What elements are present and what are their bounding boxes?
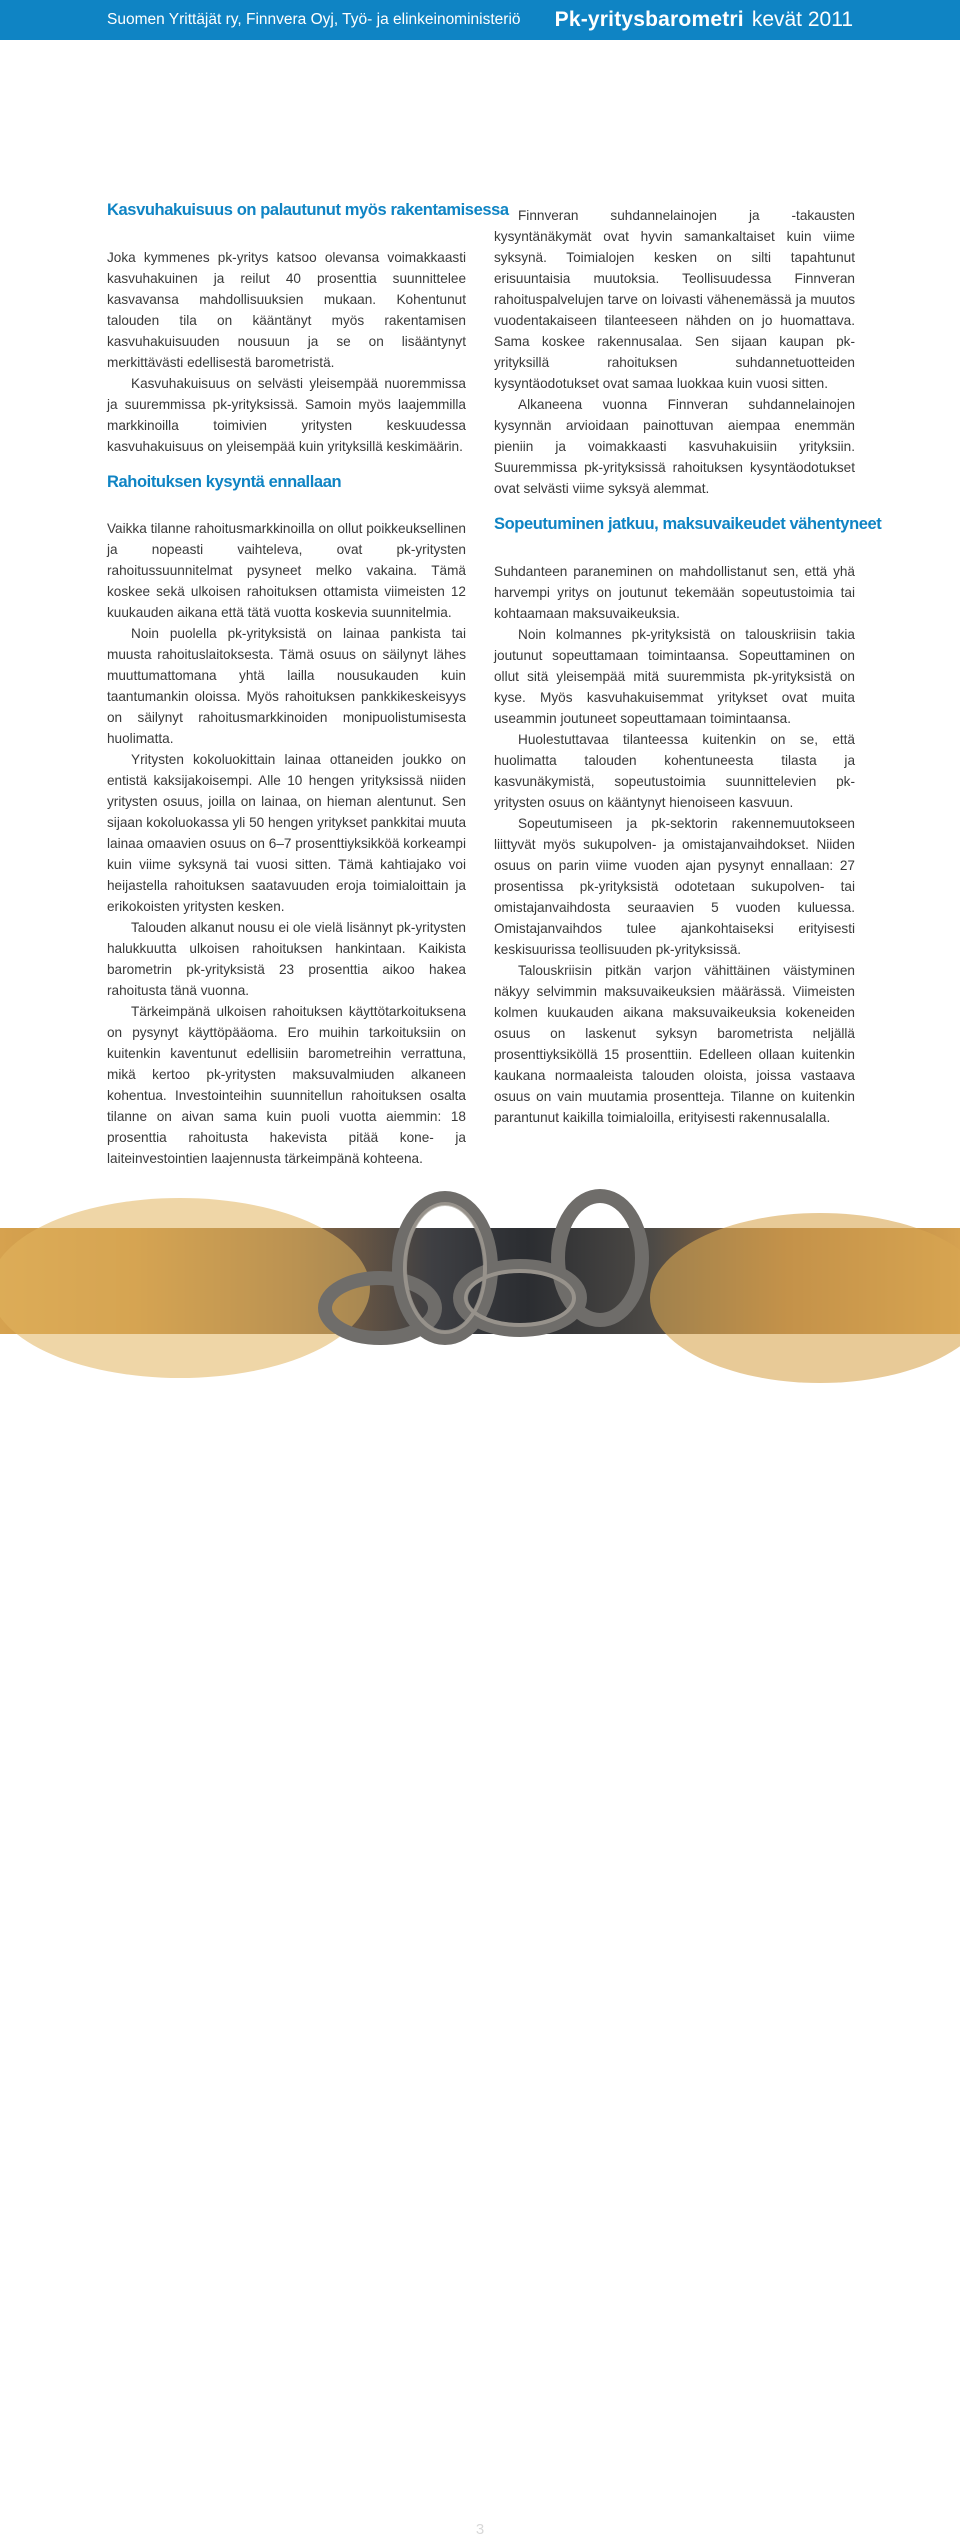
- heading-growth: Kasvuhakuisuus on palautunut myös rakentamisessa: [107, 201, 509, 219]
- paragraph: Joka kymmenes pk-yritys katsoo olevansa voimakkaasti kasvuhakuinen ja reilut 40 prosenttia suunnittelee kasvavansa mahdollisuuksien mukaan. Kohentunut talouden tila on kääntänyt myös rakentamisen kasvuhakuisuuden nousuun ja se on lisääntynyt merkittävästi edellisestä barometristä.: [107, 250, 466, 370]
- paragraph: Talouskriisin pitkän varjon vähittäinen väistyminen näkyy selvimmin maksuvaikeuksien määrässä. Viimeisten kolmen kuukauden aikana maksuvaikeuksia kokeneiden osuus on laskenut syksyn barometrista neljällä prosenttiyksiköllä 15 prosenttiin. Edelleen ollaan kuitenkin kaukana normaaleista talouden oloista, joissa vastaava osuus on vain muutamia prosentteja. Tilanne on kuitenkin parantunut kaikilla toimialoilla, erityisesti rakennusalalla.: [494, 963, 855, 1125]
- left-section-2: [107, 518, 466, 1169]
- paragraph: Vaikka tilanne rahoitusmarkkinoilla on ollut poikkeuksellinen ja nopeasti vaihteleva, ovat pk-yritysten rahoitussuunnitelmat pysyneet melko vakaina. Tämä koskee sekä ulkoisen rahoituksen ottamista viimeisten 12 kuukauden aikana että tätä vuotta koskevia suunnitelmia.: [107, 521, 466, 620]
- glove-right: [650, 1213, 960, 1383]
- left-section-1: [107, 247, 466, 457]
- paragraph: Sopeutumiseen ja pk-sektorin rakennemuutokseen liittyvät myös sukupolven- ja omistajanvaihdokset. Niiden osuus on parin viime vuoden ajan pysynyt ennallaan: 27 prosentissa pk-yrityksistä odotetaan sukupolven- tai omistajanvaihdosta seuraavien 5 vuoden kuluessa. Omistajanvaihdos tulee ajankohtaiseksi erityisesti keskisuurissa teollisuuden pk-yrityksissä.: [494, 816, 855, 957]
- paragraph: Finnveran suhdannelainojen ja -takausten kysyntänäkymät ovat hyvin samankaltaiset kuin viime syksynä. Toimialojen kesken on silti tapahtunut erisuuntaisia muutoksia. Teollisuudessa Finnveran rahoituspalvelujen tarve on loivasti vähenemässä ja muutos vuodentakaiseen tilanteeseen nähden on jo huomattava. Sama koskee rakennusalaa. Sen sijaan kaupan pk-yrityksillä rahoituksen suhdannetuotteiden kysyntäodotukset ovat samaa luokkaa kuin vuosi sitten.: [494, 208, 855, 391]
- paragraph: Kasvuhakuisuus on selvästi yleisempää nuoremmissa ja suuremmissa pk-yrityksissä. Samoin myös laajemmilla markkinoilla toimivien yritysten keskuudessa kasvuhakuisuus on yleisempää kuin yrityksillä keskimäärin.: [107, 376, 466, 454]
- paragraph: Noin kolmannes pk-yrityksistä on talouskriisin takia joutunut sopeuttamaan toimintaansa. Sopeuttaminen on ollut sitä yleisempää mitä suuremmista pk-yrityksistä on kyse. Myös kasvuhakuisemmat yritykset ovat muita useammin joutuneet sopeuttamaan toimintaansa.: [494, 627, 855, 726]
- chain-link: [558, 1196, 642, 1320]
- paragraph: Yritysten kokoluokittain lainaa ottaneiden joukko on entistä kaksijakoisempi. Alle 10 hengen yrityksissä niiden yritysten osuus, joilla on lainaa, on hieman alentunut. Sen sijaan kokoluokassa yli 50 hengen yritykset pankkitai muuta lainaa omaavien osuus on 6–7 prosenttiyksikköä korkeampi kuin viime syksynä tai vuosi sitten. Tämä kahtiajako voi heijastella rahoituksen saatavuuden eroja toimialoittain ja erikokoisten yritysten kesken.: [107, 752, 466, 914]
- paragraph: Noin puolella pk-yrityksistä on lainaa pankista tai muusta rahoituslaitoksesta. Tämä osuus on säilynyt lähes muuttumattomana yhtä lailla nousukauden kuin taantumankin oloissa. Myös rahoituksen pankkikeskeisyys on säilynyt rahoitusmarkkinoiden monipuolistumisesta huolimatta.: [107, 626, 466, 746]
- header-season: kevät 2011: [751, 8, 853, 31]
- page-number: 3: [475, 2521, 485, 2538]
- glove-left: [0, 1198, 370, 1378]
- paragraph: Talouden alkanut nousu ei ole vielä lisännyt pk-yritysten halukkuutta ulkoisen rahoituksen hankintaan. Kaikista barometrin pk-yrityksistä 23 prosenttia aikoo hakea rahoitusta tänä vuonna.: [107, 920, 466, 998]
- header-organizations: Suomen Yrittäjät ry, Finnvera Oyj, Työ- ja elinkeinoministeriö: [107, 11, 521, 28]
- right-section-1: [494, 205, 855, 499]
- heading-financing-demand: Rahoituksen kysyntä ennallaan: [107, 473, 342, 491]
- page-header-bar: [0, 0, 960, 40]
- chain-photo: [0, 1228, 960, 2538]
- paragraph: Alkaneena vuonna Finnveran suhdannelainojen kysynnän arvioidaan painottuvan aiempaa enemmän pieniin ja voimakkaasti kasvuhakuisiin yrityksiin. Suuremmissa pk-yrityksissä rahoituksen kysyntäodotukset ovat selvästi viime syksyä alemmat.: [494, 397, 855, 496]
- heading-adjustment: Sopeutuminen jatkuu, maksuvaikeudet vähentyneet: [494, 515, 882, 533]
- paragraph: Huolestuttavaa tilanteessa kuitenkin on se, että huolimatta talouden kohentuneesta tilasta ja kasvunäkymistä, sopeutustoimia suunnittelevien pk-yritysten osuus on kääntynyt hienoiseen kasvuun.: [494, 732, 855, 810]
- paragraph: Suhdanteen paraneminen on mahdollistanut sen, että yhä harvempi yritys on joutunut tekemään sopeutustoimia tai kohtaamaan maksuvaikeuksia.: [494, 564, 855, 621]
- paragraph: Tärkeimpänä ulkoisen rahoituksen käyttötarkoituksena on pysynyt käyttöpääoma. Ero muihin tarkoituksiin on kuitenkin kaventunut edellisiin barometreihin verrattuna, mikä kertoo pk-yritysten maksuvalmiuden alkaneen kohentua. Investointeihin suunnitellun rahoituksen osalta tilanne on aivan sama kuin puoli vuotta aiemmin: 18 prosenttia rahoitusta hakevista pitää kone- ja laiteinvestointien laajennusta tärkeimpänä kohteena.: [107, 1004, 466, 1166]
- chain-illustration: [0, 1228, 960, 1334]
- header-title: [555, 0, 853, 40]
- header-brand: Pk-yritysbarometri: [554, 8, 744, 31]
- right-section-2: [494, 561, 855, 1128]
